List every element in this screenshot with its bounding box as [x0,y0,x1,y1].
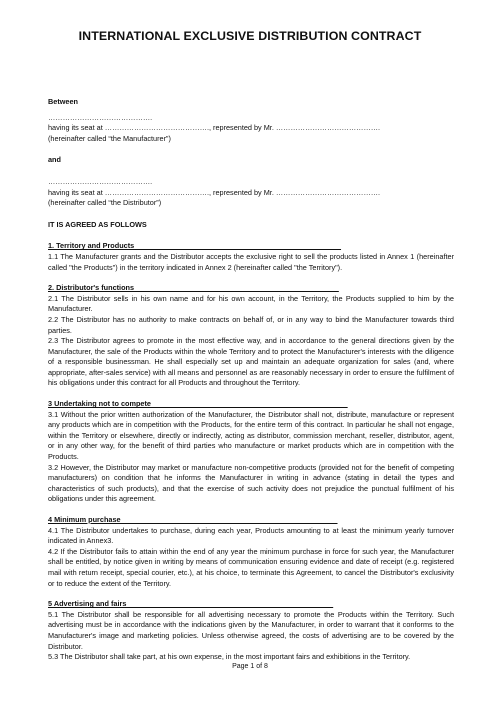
party1-seat: having its seat at ……………………………………., represented by Mr. ……………………………………. [48,123,381,133]
document-body [48,97,454,663]
clause-5-3: 5.3 The Distributor shall take part, at his own expense, in the most important fairs and exhibitions in the Territory. [48,652,411,662]
section-1-heading: 1. Territory and Products [48,241,342,251]
clause-2-2: 2.2 The Distributor has no authority to make contracts on behalf of, or in any way to bind the Manufacturer towards third parties. [48,314,454,335]
party1-name: ……………………………………. [48,112,153,122]
and-label: and [48,155,61,165]
clause-2-1: 2.1 The Distributor sells in his own name and for his own account, in the Territory, the Products supplied to him by the Manufacturer. [48,293,454,314]
section-2-heading: 2. Distributor's functions [48,283,339,293]
clause-3-2: 3.2 However, the Distributor may market or manufacture non-competitive products (provided not for the benefit of competing manufacturers) on condition that he informs the Manufacturer in writing in advance (stating in detail the types and characteristics of such products), and that the exercise of such activity does not prejudice the punctual fulfilment of his obligations under this agreement. [48,462,454,504]
party2-name: ……………………………………. [48,176,153,186]
clause-2-3: 2.3 The Distributor agrees to promote in the most effective way, and in accordance to the general directions given by the Manufacturer, the sale of the Products within the whole Territory and to protect the Manufacturer's interests with the diligence of a responsible businessman. He shall especially set up and maintain an adequate organization for sales (and, where appropriate, after-sales service) with all means and personnel as are reasonably necessary in order to ensure the fulfilment of his obligations under this contract for all Products and throughout the Territory. [48,336,454,388]
party2-called: (hereinafter called “the Distributor”) [48,198,162,208]
party2-seat: having its seat at ……………………………………., represented by Mr. ……………………………………. [48,187,381,197]
clause-5-1: 5.1 The Distributor shall be responsible for all advertising necessary to promote the Products within the Territory. Such advertising must be in accordance with the indications given by the Manufacturer, in order to warrant that it conforms to the Manufacturer's image and marketing policies. Unless otherwise agreed, the costs of advertising are to be covered by the Distributor. [48,609,454,651]
clause-3-1: 3.1 Without the prior written authorization of the Manufacturer, the Distributor shall not, distribute, manufacture or represent any products which are in competition with the Products, for the entire term of this contract. In particular he shall not engage, within the Territory or elsewhere, directly or indirectly, acting as distributor, commission merchant, reseller, distributor, agent, or in any other way, for the benefit of third parties who manufacture or market products which are in competition with the Products. [48,409,454,462]
clause-4-1: 4.1 The Distributor undertakes to purchase, during each year, Products amounting to at least the minimum yearly turnover indicated in Annex3. [48,525,454,546]
clause-1-1: 1.1 The Manufacturer grants and the Distributor accepts the exclusive right to sell the products listed in Annex 1 (hereinafter called "the Products") in the territory indicated in Annex 2 (hereinafter called "the Territory"). [48,251,454,272]
page-number: Page 1 of 8 [232,663,268,670]
between-label: Between [48,97,79,106]
section-3-heading: 3 Undertaking not to compete [48,399,348,409]
party1-called: (hereinafter called “the Manufacturer”) [48,133,171,143]
clause-4-2: 4.2 If the Distributor fails to attain within the end of any year the minimum purchase in force for such year, the Manufacturer shall be entitled, by notice given in writing by means of communication ensuring evidence and date of receipt (e.g. registered mail with return receipt, special courier, etc.), at his choice, to terminate this Agreement, to cancel the Distributor's exclusivity or to reduce the extent of the Territory. [48,546,454,588]
section-4-heading: 4 Minimum purchase [48,515,338,524]
section-5-heading: 5 Advertising and fairs [48,599,334,609]
agreed-heading: IT IS AGREED AS FOLLOWS [48,219,147,229]
document-title: INTERNATIONAL EXCLUSIVE DISTRIBUTION CONTRACT [78,29,422,43]
